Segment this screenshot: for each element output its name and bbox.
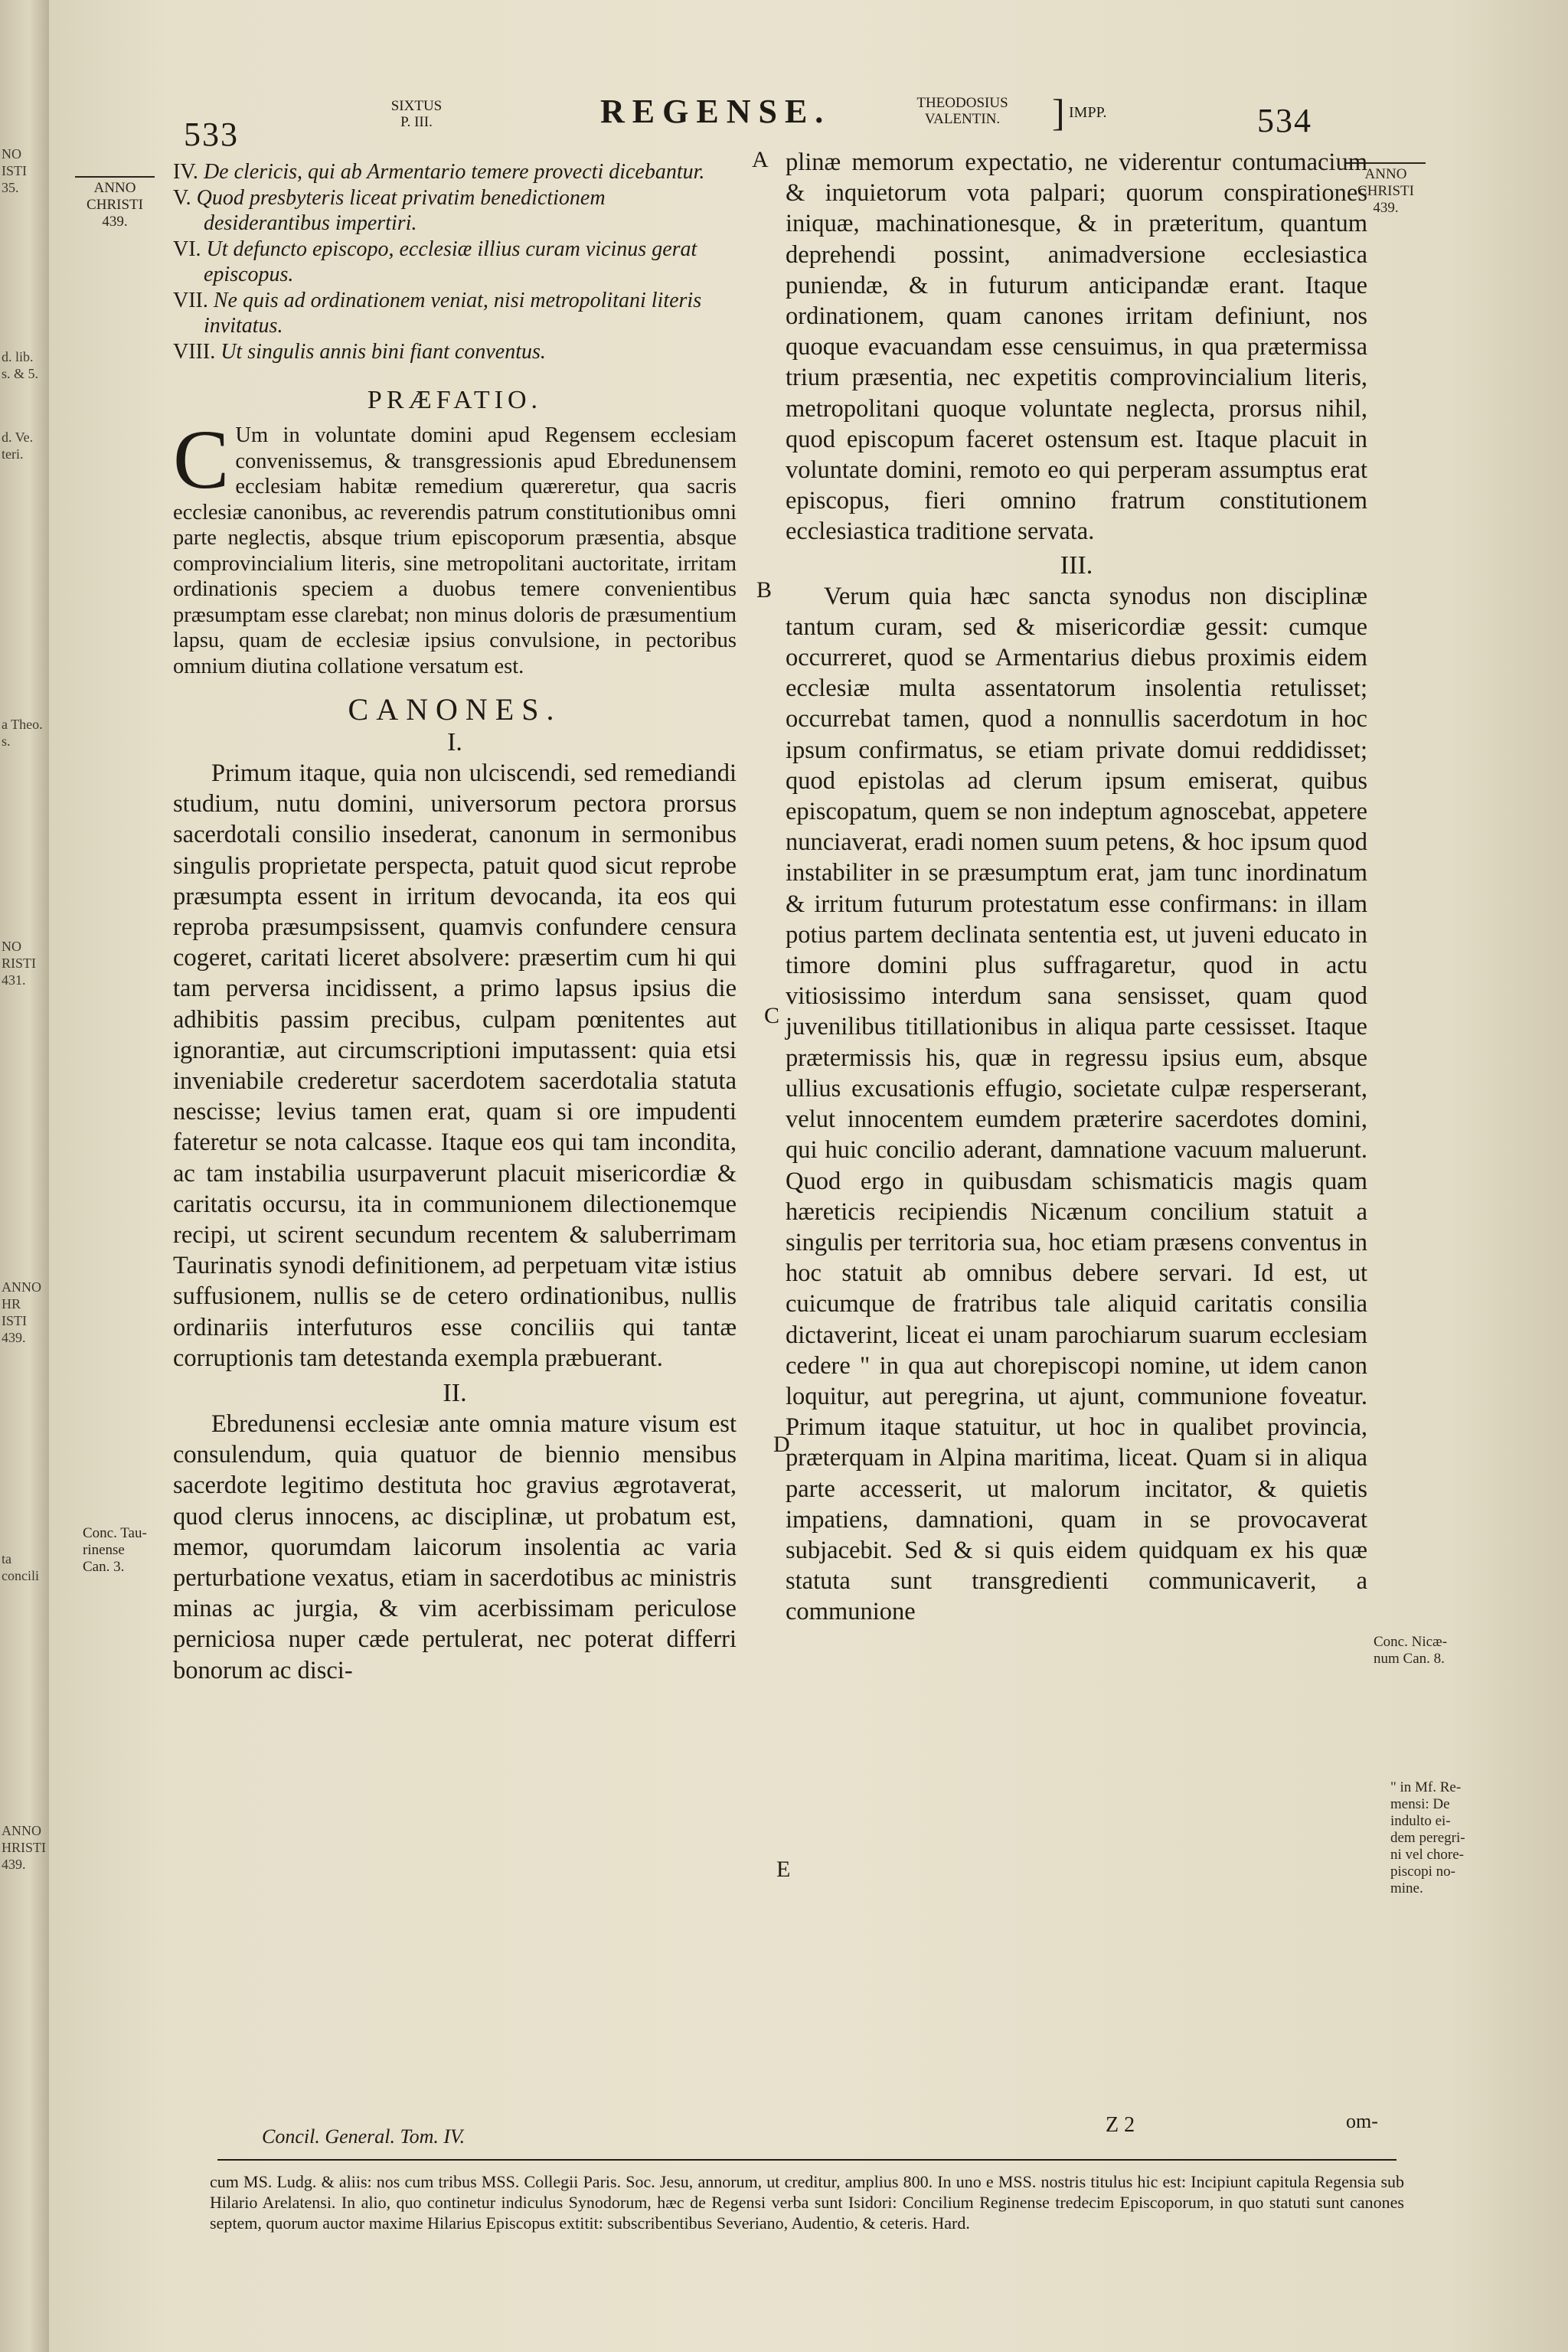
margin-ref-nicaenum: Conc. Nicæ- num Can. 8. — [1374, 1634, 1448, 1667]
drop-cap: C — [173, 413, 230, 506]
bracket: ] — [1052, 91, 1065, 134]
section-letter-a: A — [752, 147, 769, 172]
catchword: om- — [1346, 2110, 1378, 2132]
col2-para1: plinæ memorum expectatio, ne viderentur contumacium & inquietorum vota palpari; quorum conspirationes iniquæ, machinationesque, & in præteritum, quantum deprehendi possint, animadversione ecclesiastica puniendæ, & in futurum anticipandæ erant. Itaque ordinationem, quam canones irritam definiunt, nos quoque evacuandam esse censuimus, in qua prætermissa trium præsentia, nec expetitis comprovincialium literis, metropolitani quoque voluntate neglecta, prorsus nihil, quod episcopum faceret ostensum est. Itaque placuit in voluntate domini, remoto eo qui perperam assumptus erat episcopus, fieri omnino fratrum constitutionem ecclesiastica traditione servata. — [786, 149, 1367, 546]
section-letter-e: E — [776, 1857, 791, 1882]
canon-1-block — [173, 758, 737, 1374]
list-item: VI. Ut defuncto episcopo, ecclesiæ illius curam vicinus gerat episcopus. — [173, 237, 697, 286]
book-page — [49, 0, 1568, 2352]
col2-continuation — [786, 147, 1367, 547]
footnote: cum MS. Ludg. & aliis: nos cum tribus MSS. Collegii Paris. Soc. Jesu, annorum, ut creditur, amplius 800. In uno e MSS. nostris titulus hic est: Incipiunt capitula Regensia sub Hilario Arelatensi. In alio, quo continetur indiculus Synodorum, hæc de Regensi verba sunt Isidori: Concilium Reginense tredecim Episcoporum, in quo statuti sunt canones septem, quorum auctor maxime Hilarius Episcopus extitit: subscribentibus Severiano, Audentio, & ceteris. Hard. — [210, 2172, 1404, 2233]
list-item: V. Quod presbyteris liceat privatim benedictionem desiderantibus impertiri. — [173, 185, 606, 235]
prev-margin-note: d. Ve. teri. — [2, 430, 34, 462]
page-title: REGENSE. — [600, 93, 831, 130]
previous-page-edge — [0, 0, 51, 2352]
section-letter-c: C — [764, 1003, 780, 1028]
signature-line: Concil. General. Tom. IV. — [262, 2125, 466, 2148]
prev-margin-note: ta concili — [2, 1551, 39, 1583]
praefatio-text: Um in voluntate domini apud Regensem ecclesiam convenissemus, & transgressionis apud Ebredunensem ecclesiam habitæ remedium quæreretur, qua sacris ecclesiæ canonibus, ac reverendis patrum constitutionibus omni parte neglectis, absque trium episcoporum præsentia, absque comprovincialium literis, sine metropolitani auctoritate, irritam ordinationis speciem a duobus temere convenientibus præsumptam esse clarebat; non minus doloris de præsumentium lapsu, quam de ecclesiæ ipsius convulsione, in pectoribus omnium diutina collatione versatum est. — [173, 423, 737, 678]
praefatio-text-block — [173, 413, 737, 679]
margin-ref-taurinense: Conc. Tau- rinense Can. 3. — [83, 1525, 147, 1575]
canon-2-text: Ebredunensi ecclesiæ ante omnia mature visum est consulendum, quia quatuor de biennio mensibus sacerdote legitimo destituta hoc gravius ægrotaverat, quod clerus innocens, ac disciplinæ, ut probatum est, memor, quorumdam laicorum insolentia ac varia perturbatione vexatus, etiam in sacerdotibus ac ministris minas ac jurgia, & vim acerbissimam periculose perniciosa nuper cæde pertulerat, nec poterat differri bonorum ac disci- — [173, 1410, 737, 1684]
right-column — [786, 147, 1367, 1628]
margin-ms-note: " in Mf. Re- mensi: De indulto ei- dem peregri- ni vel chore- piscopi no- mine. — [1390, 1779, 1465, 1896]
canon-3-text: Verum quia hæc sancta synodus non disciplinæ tantum curam, sed & misericordiæ gessit: cumque occurreret, quod se Armentarius diebus proximis eidem ecclesiæ multa assentatorum insolentia retulisset; occurrebat tamen, quod a nonnullis sacerdotum in hoc ipsum confirmatus, se etiam private domui reddidisset; quod epistolas ad clerum ipsum emiserat, quibus episcopatum, quem se non indeptum agnoscebat, appetere nunciaverat, eradi nomen suum petens, & hoc ipsum quod instabiliter in se præsumptum erat, jam tunc inordinatum & irritum futurum protestatum esse confirmans: in illam potius partem declinata sententia est, ut juveni educato in timore domini plus suffragaretur, quod in actu vitiosissimo interdum sana sensisset, quam quod juvenilibus titillationibus in aliqua parte cessisset. Itaque prætermissis his, quæ in regressu ipsius eum, absque ullius excusationis effugio, societate culpæ resperserant, velut innocentem eumdem præterire sacerdotes domini, qui huic concilio aderant, damnatione vacuum maluerunt. Quod ergo in quibusdam schismaticis magis quam hæreticis recipiendis Nicænum concilium statuit a singulis per territoria sua, hoc etiam præsens conventus in hoc statuit ab omnibus debere servari. Id est, ut cuicumque de fratribus tale aliquid caritatis consilia dictaverint, liceat ei unam parochiarum suarum ecclesiam cedere " in qua aut chorepiscopi nomine, ut idem canon loquitur, aut peregrina, ut ajunt, communione foveatur. Primum itaque statuitur, ut hoc in qualibet provincia, præterquam in Alpina maritima, liceat. Quam si in aliqua parte accesserit, ut malorum incitator, & quietis impatiens, damnationi, quam in se provocaverat subjacebit. Sed & si quis eidem quidquam ex his quæ statuta sunt transgredienti communicaverit, a communione — [786, 582, 1367, 1626]
canon-number: III. — [1060, 550, 1093, 580]
section-letter-d: D — [773, 1432, 790, 1457]
anno-christi-right: ANNO CHRISTI 439. — [1346, 162, 1426, 217]
list-item: VII. Ne quis ad ordinationem veniat, nisi metropolitani literis invitatus. — [173, 288, 702, 338]
canones-heading: CANONES. — [348, 692, 562, 727]
prev-margin-note: a Theo. s. — [2, 717, 43, 749]
canon-number: II. — [443, 1379, 467, 1408]
left-page-number: 533 — [184, 116, 239, 153]
prev-margin-note: d. lib. s. & 5. — [2, 349, 39, 381]
running-head-impp: IMPP. — [1069, 104, 1107, 121]
signature-mark: Z 2 — [1106, 2113, 1135, 2137]
footnote-rule — [217, 2159, 1396, 2161]
section-letter-b: B — [756, 577, 773, 603]
praefatio-heading: PRÆFATIO. — [367, 386, 543, 414]
left-column — [173, 159, 737, 1686]
chapter-list — [173, 159, 737, 364]
anno-christi-left: ANNO CHRISTI 439. — [75, 176, 155, 230]
canon-2-block — [173, 1409, 737, 1686]
list-item: IV. De clericis, qui ab Armentario temere provecti dicebantur. — [173, 160, 705, 184]
canon-number: I. — [447, 728, 462, 756]
list-item: VIII. Ut singulis annis bini fiant conventus. — [173, 339, 546, 364]
prev-margin-note: NO RISTI 431. — [2, 939, 36, 988]
canon-3-block — [786, 581, 1367, 1628]
prev-margin-note: ANNO HRISTI 439. — [2, 1823, 46, 1872]
prev-margin-note: NO ISTI 35. — [2, 146, 27, 195]
canon-1-text: Primum itaque, quia non ulciscendi, sed remediandi studium, nutu domini, universorum pectora prorsus sacerdotali consilio insederat, canonum in sermonibus singulis proprietate perspecta, patuit quod sicut reprobe præsumpta essent in irritum devocanda, ita eos qui reproba præsumpsissent, quamvis confundere censura cogeret, caritati liceret absolvere: præsertim cum hi qui tam perversa incidissent, a primo lapsus ipsius die adhibitis passim precibus, culpam pœnitentes aut ignorantiæ, aut circumscriptioni imputassent: quia etsi inveniabile crederetur sacerdotem sacerdotalia statuta nescisse; levius tamen erat, quam si ore impudenti fateretur se nota calcasse. Itaque eos qui tam incondita, ac tam instabilia usurpaverunt placuit misericordiæ & caritatis occursu, ita in communionem dilectionemque recipi, ut scirent secundum recentem & saluberrimam Taurinatis synodi definitionem, ad perpetuam vitæ istius suffusionem, nullis se de cetero ordinationibus, nullis ordinariis interfuturos esse conciliis qui tantæ corruptionis tam detestanda exempla præbuerant. — [173, 760, 737, 1372]
right-page-number: 534 — [1257, 102, 1312, 139]
running-head-left: SIXTUS P. III. — [390, 98, 443, 130]
running-head-right: THEODOSIUS VALENTIN. — [916, 95, 1008, 127]
prev-margin-note: ANNO HR ISTI 439. — [2, 1279, 41, 1345]
